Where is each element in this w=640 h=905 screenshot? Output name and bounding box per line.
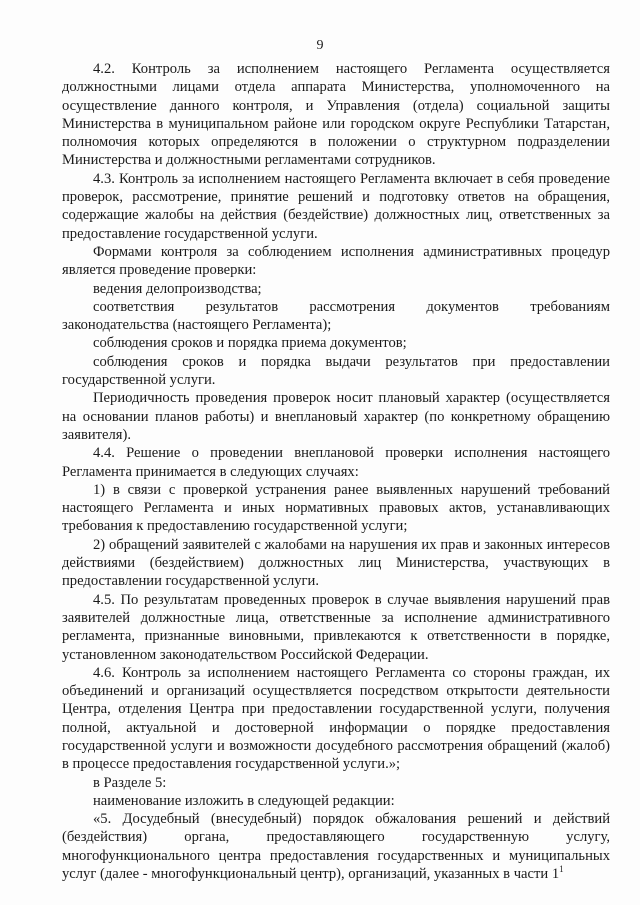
paragraph-periodicity: Периодичность проведения проверок носит плановый характер (осуществляется на основании планов работы) и внеплановый характер (по конкретному обращению заявителя). <box>62 390 610 443</box>
paragraph-5-title <box>62 810 610 883</box>
list-item: соблюдения сроков и порядка приема документов; <box>93 335 407 352</box>
list-item: соответствия результатов рассмотрения документов требованиям законодательства (настоящего Регламента); <box>62 298 610 334</box>
list-item: соблюдения сроков и порядка выдачи результатов при предоставлении государственной услуги. <box>62 353 610 389</box>
list-item: ведения делопроизводства; <box>93 280 262 297</box>
footnote-mark: 1 <box>559 864 564 875</box>
paragraph-4-4: 4.4. Решение о проведении внеплановой проверки исполнения настоящего Регламента принимается в следующих случаях: <box>62 445 610 480</box>
list-item: 2) обращений заявителей с жалобами на нарушения их прав и законных интересов действиями (бездействием) должностных лиц Министерства, участвующих в предоставлении государственной услуги. <box>62 536 610 590</box>
paragraph-4-2: 4.2. Контроль за исполнением настоящего Регламента осуществляется должностными лицами отдела аппарата Министерства, уполномоченного на осуществление данного контроля, и Управления (отдела) социальной защиты Министерства в муниципальном районе или городском округе Республики Татарстан, полномочия которых определяются в положении о структурном подразделении Министерства и должностными регламентами сотрудников. <box>62 61 610 169</box>
list-item: 1) в связи с проверкой устранения ранее выявленных нарушений требований настоящего Регламента и иных нормативных правовых актов, устанавливающих требования к предоставлению государственной услуги; <box>62 481 610 535</box>
page-number: 9 <box>316 38 324 53</box>
paragraph-5-text: «5. Досудебный (внесудебный) порядок обжалования решений и действий (бездействия) органа, предоставляющего государственную услугу, многофункционального центра предоставления государственных и муниципальных услуг (далее - многофункциональный центр), организаций, указанных в части 1 <box>62 811 610 883</box>
paragraph-4-5: 4.5. По результатам проведенных проверок в случае выявления нарушений прав заявителей должностные лица, ответственные за исполнение административного регламента, признанные виновными, привлекаются к ответственности в порядке, установленном законодательством Российской Федерации. <box>62 591 610 663</box>
document-body <box>62 60 610 883</box>
paragraph-4-3: 4.3. Контроль за исполнением настоящего Регламента включает в себя проведение проверок, рассмотрение, принятие решений и подготовку ответов на обращения, содержащие жалобы на действия (бездействие) должностных лиц, ответственных за предоставление государственной услуги. <box>62 170 610 242</box>
paragraph-4-6: 4.6. Контроль за исполнением настоящего Регламента со стороны граждан, их объединений и организаций осуществляется посредством открытости деятельности Центра, отделения Центра при предоставлении государственной услуги, получения полной, актуальной и достоверной информации о порядке предоставления государственной услуги и возможности досудебного рассмотрения обращений (жалоб) в процессе предоставления государственной услуги.»; <box>62 664 610 773</box>
paragraph-section-5: в Разделе 5: <box>93 774 167 791</box>
paragraph-control-forms: Формами контроля за соблюдением исполнения административных процедур является проведение проверки: <box>62 243 610 279</box>
paragraph-title-edit: наименование изложить в следующей редакции: <box>93 792 395 809</box>
